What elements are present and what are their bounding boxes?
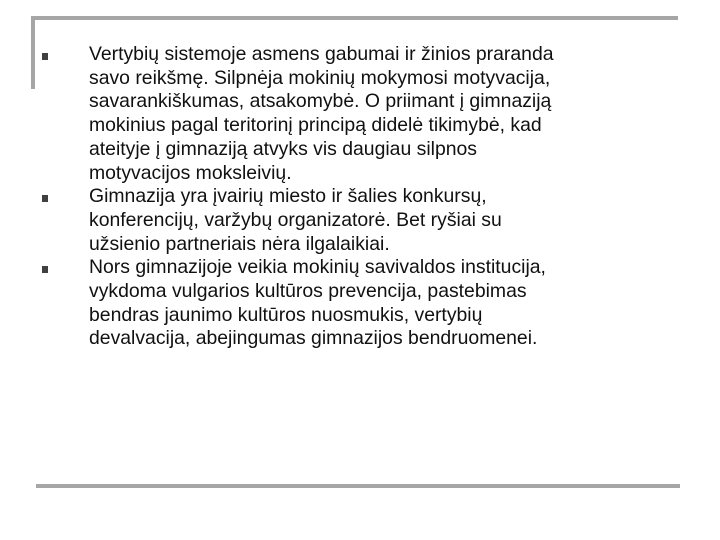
frame-left-line: [31, 16, 35, 89]
square-bullet-icon: [42, 195, 48, 202]
bullet-1-line-6: motyvacijos moksleivių.: [89, 161, 292, 184]
frame-bottom-line: [36, 484, 680, 488]
bullet-2-line-2: konferencijų, varžybų organizatorė. Bet ryšiai su: [89, 208, 502, 231]
bullet-2-line-1: Gimnazija yra įvairių miesto ir šalies konkursų,: [89, 185, 487, 208]
bullet-1-line-1: Vertybių sistemoje asmens gabumai ir žinios praranda: [89, 43, 554, 65]
bullet-3-line-2: vykdoma vulgarios kultūros prevencija, pastebimas: [89, 280, 527, 303]
bullet-1-line-4: mokinius pagal teritorinį principą didelė tikimybė, kad: [89, 114, 542, 137]
slide-bullet-list: [40, 43, 680, 351]
bullet-1-line-5: ateityje į gimnaziją atvyks vis daugiau silpnos: [89, 137, 478, 160]
bullet-3-line-4: devalvacija, abejingumas gimnazijos bendruomenei.: [89, 327, 538, 350]
bullet-item-2: [40, 185, 680, 256]
bullet-2-line-3: užsienio partneriais nėra ilgalaikiai.: [89, 232, 390, 255]
square-bullet-icon: [42, 53, 48, 60]
frame-top-line: [31, 16, 678, 20]
bullet-1-line-2: savo reikšmę. Silpnėja mokinių mokymosi motyvacija,: [89, 66, 551, 89]
bullet-item-1: [40, 43, 680, 185]
bullet-item-3: [40, 256, 680, 351]
bullet-3-line-3: bendras jaunimo kultūros nuosmukis, vertybių: [89, 303, 483, 326]
bullet-3-line-1: Nors gimnazijoje veikia mokinių savivaldos institucija,: [89, 256, 546, 279]
bullet-1-line-3: savarankiškumas, atsakomybė. O priimant į gimnaziją: [89, 90, 552, 113]
square-bullet-icon: [42, 266, 48, 273]
